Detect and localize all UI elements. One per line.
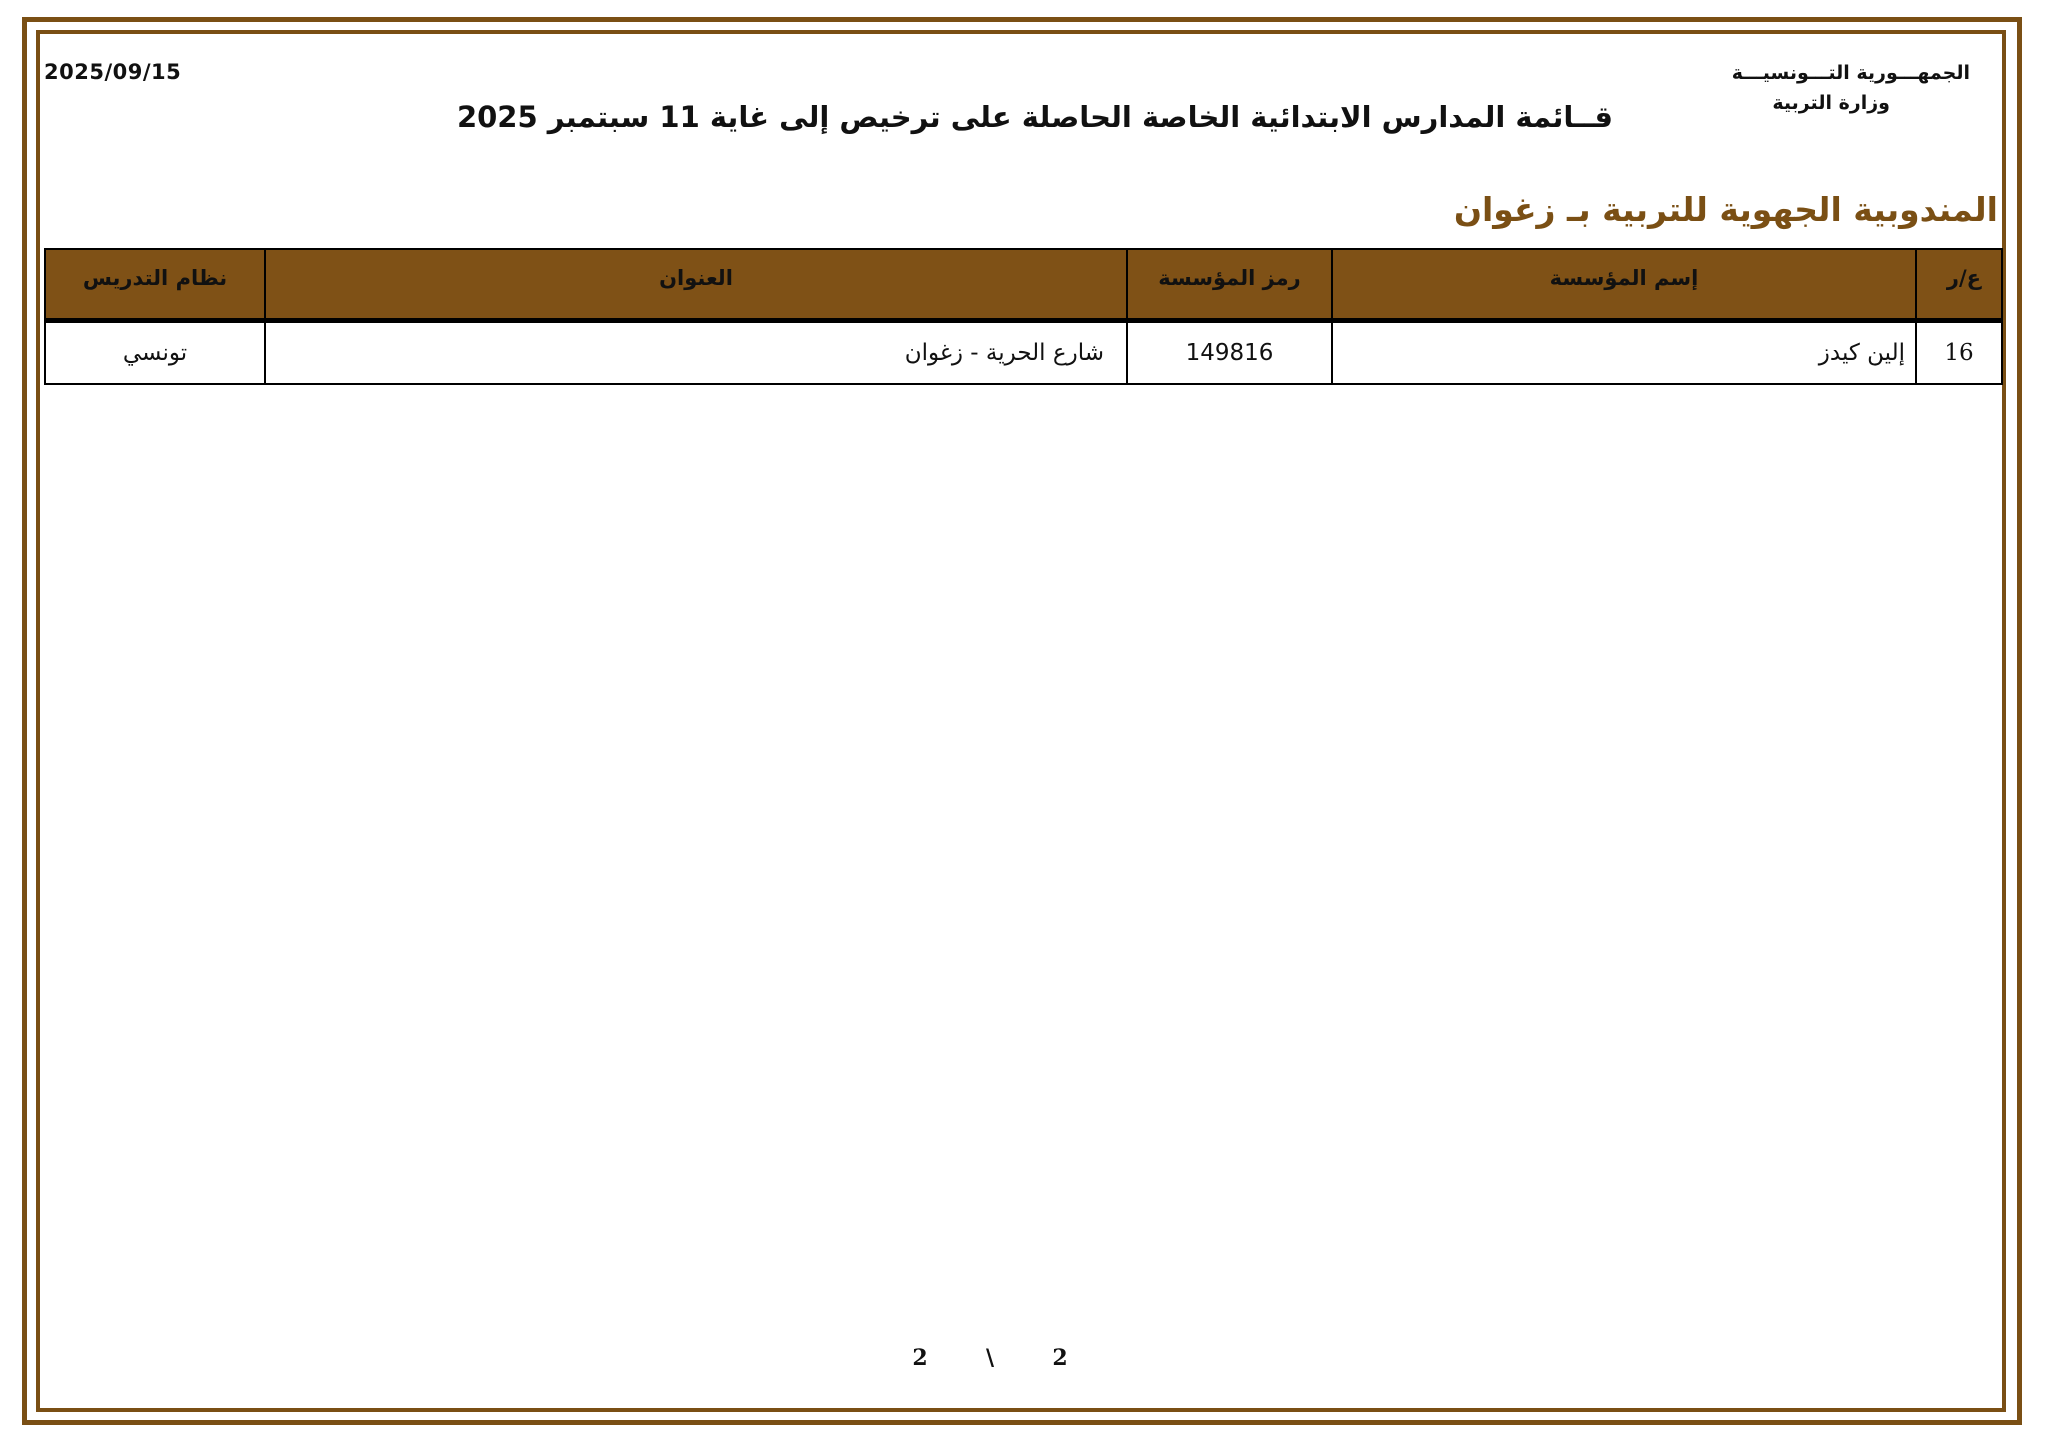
- document-date: 2025/09/15: [44, 60, 182, 84]
- region-heading: المندوبية الجهوية للتربية بـ زغوان: [1453, 190, 1998, 229]
- cell-school-code: 149816: [1127, 320, 1332, 384]
- table-header-row: [45, 249, 2002, 320]
- cell-teaching-system: تونسي: [45, 320, 265, 384]
- page-number: [900, 1345, 1080, 1371]
- cell-school-name: إلين كيدز: [1332, 320, 1916, 384]
- cell-serial-number: 16: [1916, 320, 2002, 384]
- page-border-inner: [36, 30, 2006, 1412]
- page-total: 2: [912, 1345, 928, 1371]
- header-serial-number: ع/ر: [1916, 249, 2002, 320]
- table-row: [45, 320, 2002, 384]
- document-title: قــائمة المدارس الابتدائية الخاصة الحاصلة على ترخيص إلى غاية 11 سبتمبر 2025: [456, 100, 1614, 134]
- header-teaching-system: نظام التدريس: [45, 249, 265, 320]
- ministry-name: وزارة التربية: [1772, 92, 1890, 114]
- page-separator: \: [985, 1345, 995, 1371]
- cell-address: شارع الحرية - زغوان: [265, 320, 1127, 384]
- schools-table: [44, 248, 2003, 385]
- header-school-code: رمز المؤسسة: [1127, 249, 1332, 320]
- republic-name: الجمهـــورية التـــونسيـــة: [1731, 62, 1970, 84]
- page-current: 2: [1052, 1345, 1068, 1371]
- header-school-name: إسم المؤسسة: [1332, 249, 1916, 320]
- header-address: العنوان: [265, 249, 1127, 320]
